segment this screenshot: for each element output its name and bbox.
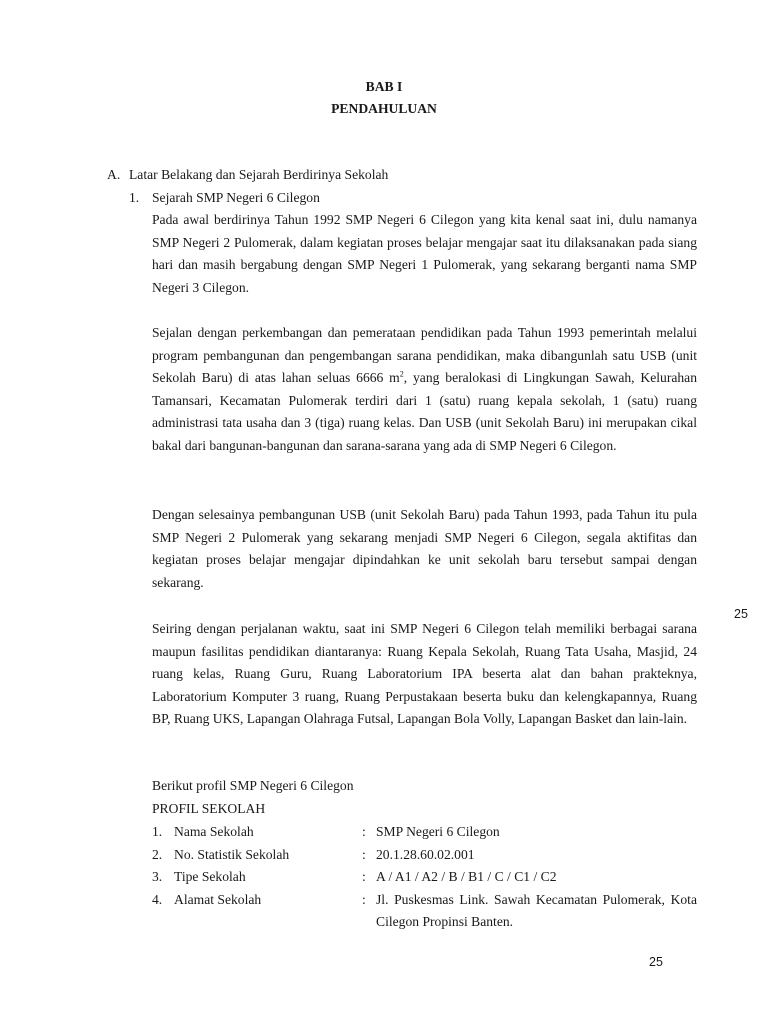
profile-row-label: Nama Sekolah [174,824,254,839]
profile-row-value: Jl. Puskesmas Link. Sawah Kecamatan Pulomerak, Kota Cilegon Propinsi Banten. [376,891,697,930]
subsection-1-marker: 1. [129,190,140,205]
profile-row-label: Tipe Sekolah [174,869,246,885]
profile-row-num: 4. [152,891,163,907]
profile-row-separator: : [362,824,366,839]
profile-row-1 [152,821,697,844]
profile-row-2 [152,844,697,867]
paragraph-1: Pada awal berdirinya Tahun 1992 SMP Negeri 6 Cilegon yang kita kenal saat ini, dulu namanya SMP Negeri 2 Pulomerak, dalam kegiatan proses belajar mengajar saat itu dilaksanakan pada siang hari dan masih bergabung dengan SMP Negeri 1 Pulomerak, yang sekarang berganti nama SMP Negeri 3 Cilegon. [152,212,697,295]
chapter-title: PENDAHULUAN [331,101,437,116]
section-a-title: Latar Belakang dan Sejarah Berdirinya Sekolah [129,167,389,182]
profile-row-value: SMP Negeri 6 Cilegon [376,824,500,839]
paragraph-3: Dengan selesainya pembangunan USB (unit Sekolah Baru) pada Tahun 1993, pada Tahun itu pula SMP Negeri 2 Pulomerak yang sekarang menjadi SMP Negeri 6 Cilegon, segala aktifitas dan kegiatan proses belajar mengajar dipindahkan ke unit sekolah baru tersebut sampai dengan sekarang. [152,507,697,590]
profile-row-separator: : [362,891,366,907]
paragraph-2-text-b: , yang beralokasi di Lingkungan Sawah, Kelurahan Tamansari, Kecamatan Pulomerak terdiri dari 1 (satu) ruang kepala sekolah, 1 (satu) ruang administrasi tata usaha dan 3 (tiga) ruang kelas. Dan USB (unit Sekolah Baru) ini merupakan cikal bakal dari bangunan-bangunan dan sarana-sarana yang ada di SMP Negeri 6 Cilegon. [152,370,698,453]
profile-heading: PROFIL SEKOLAH [152,801,266,816]
profile-row-separator: : [362,846,366,862]
side-page-number: 25 [734,607,748,621]
page-number: 25 [649,955,663,969]
profile-row-value: A / A1 / A2 / B / B1 / C / C1 / C2 [376,869,557,885]
profile-row-num: 1. [152,824,163,839]
subsection-1-title: Sejarah SMP Negeri 6 Cilegon [152,190,320,205]
paragraph-4: Seiring dengan perjalanan waktu, saat ini SMP Negeri 6 Cilegon telah memiliki berbagai sarana maupun fasilitas pendidikan diantaranya: Ruang Kepala Sekolah, Ruang Tata Usaha, Masjid, 24 ruang kelas, Ruang Guru, Ruang Laboratorium IPA beserta alat dan bahan prakteknya, Laboratorium Komputer 3 ruang, Ruang Perpustakaan beserta buku dan kelengkapannya, Ruang BP, Ruang UKS, Lapangan Olahraga Futsal, Lapangan Bola Volly, Lapangan Basket dan lain-lain. [152,621,697,727]
profile-row-3 [152,866,697,889]
profile-row-num: 2. [152,846,163,862]
profile-table [152,821,697,934]
profile-row-label: Alamat Sekolah [174,891,262,907]
paragraph-2-superscript: 2 [399,369,404,379]
profile-row-separator: : [362,869,366,885]
profile-row-4 [152,889,697,934]
profile-row-num: 3. [152,869,163,885]
profile-row-value: 20.1.28.60.02.001 [376,846,475,862]
profile-row-label: No. Statistik Sekolah [174,846,290,862]
section-a-marker: A. [107,167,121,182]
paragraph-2 [152,322,697,458]
profile-intro: Berikut profil SMP Negeri 6 Cilegon [152,778,354,793]
chapter-number: BAB I [365,79,403,94]
paragraph-2-text-a: Sejalan dengan perkembangan dan pemerataan pendidikan pada Tahun 1993 pemerintah melalui program pembangunan dan pengembangan sarana pendidikan, maka dibangunlah satu USB (unit Sekolah Baru) di atas lahan seluas 6666 m [152,325,697,386]
